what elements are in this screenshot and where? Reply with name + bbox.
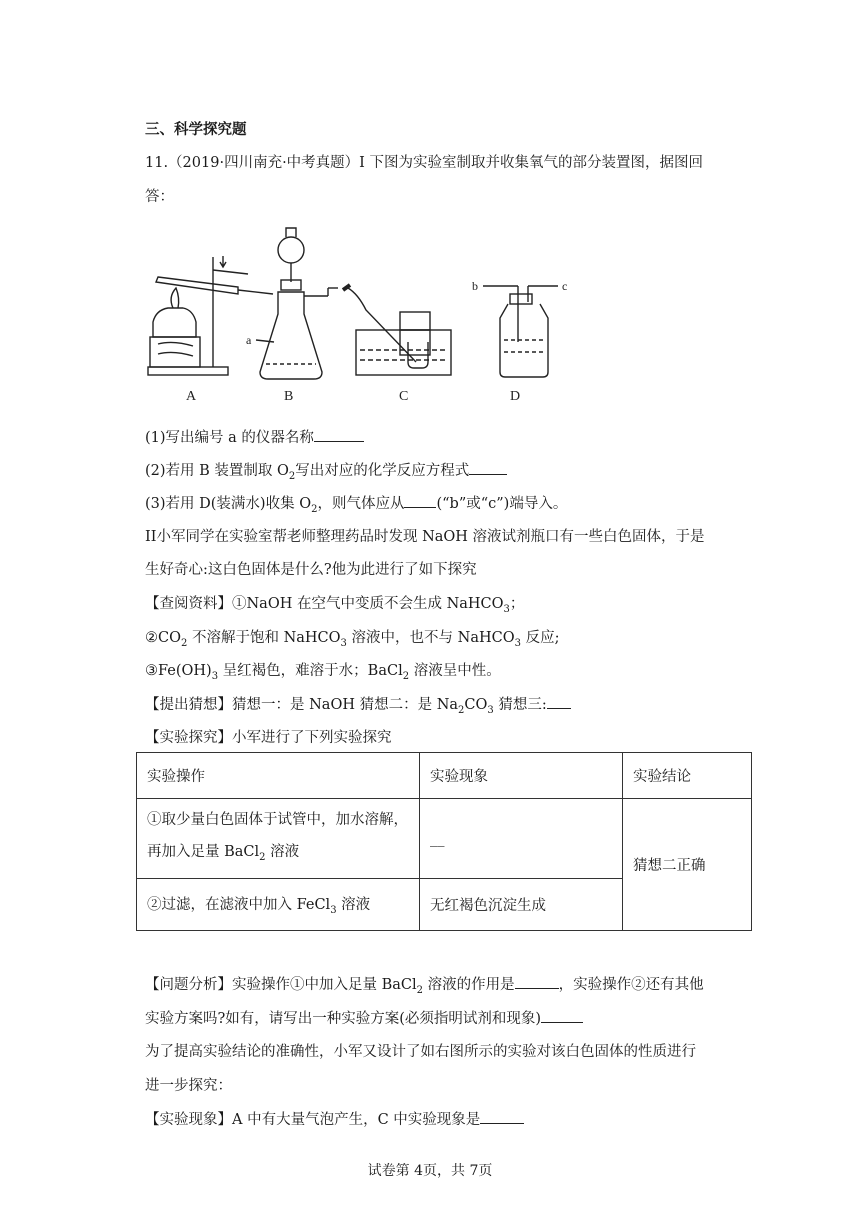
question-line-1: 11.（2019·四川南充·中考真题）I 下图为实验室制取并收集氧气的部分装置图，据图回 [145,155,704,171]
row2-operation: ②过滤，在滤液中加入 FeCl$_3$ 溶液 [137,879,420,931]
row1-phenomenon: __ [420,799,623,879]
apparatus-c [343,285,451,375]
label-b: B [284,389,294,404]
table-header-row [137,753,752,799]
row1-operation: ①取少量白色固体于试管中，加水溶解， 再加入足量 BaCl$_2$ 溶液 [137,799,420,879]
header-phenomenon: 实验现象 [420,753,623,799]
subquestion-2: (2)若用 B 装置制取 $O_2$写出对应的化学反应方程式 [145,459,507,482]
question-line-2: 答： [145,189,174,205]
table-row [137,799,752,879]
experiment-intro: 【实验探究】小军进行了下列实验探究 [145,730,392,746]
conclusion-cell: 猜想二正确 [623,799,752,931]
header-operation: 实验操作 [137,753,420,799]
label-port-b: b [472,279,478,293]
label-d: D [510,389,521,404]
part2-line-1: II小军同学在实验室帮老师整理药品时发现 NaOH 溶液试剂瓶口有一些白色固体，于是 [145,529,705,545]
further-line-1: 为了提高实验结论的准确性，小军又设计了如右图所示的实验对该白色固体的性质进行 [145,1044,696,1060]
reference-1: 【查阅资料】①NaOH 在空气中变质不会生成 NaHCO$_3$； [145,596,525,615]
page-footer: 试卷第 4页，共 7页 [367,1163,493,1179]
reference-2: $②CO_2$ 不溶解于饱和 NaHCO$_3$ 溶液中，也不与 NaHCO$_3$ 反应; [145,630,560,649]
label-a: A [186,389,197,404]
subquestion-3: (3)若用 D(装满水)收集 $O_2$，则气体应从 (“b”或“c”)端导入。 [145,492,567,515]
row2-phenomenon: 无红褐色沉淀生成 [420,879,623,931]
apparatus-b [256,228,338,379]
part2-line-2: 生好奇心:这白色固体是什么?他为此进行了如下探究 [145,562,477,578]
label-port-c: c [562,279,568,293]
hypothesis: 【提出猜想】猜想一：是 NaOH 猜想二：是 $Na_2CO_3$ 猜想三: [145,693,571,716]
section-title: 三、科学探究题 [145,121,247,138]
analysis-line-1: 【问题分析】实验操作①中加入足量 BaCl$_2$ 溶液的作用是 ，实验操作②还有其他 [145,973,704,996]
apparatus-a [148,256,273,375]
subquestion-1: (1)写出编号 a 的仪器名称 [145,426,364,447]
label-instrument-a: a [246,333,252,347]
lab-apparatus-figure [138,222,578,407]
analysis-line-2: 实验方案吗?如有，请写出一种实验方案(必须指明试剂和现象) [145,1007,583,1028]
reference-3: $③Fe(OH)_3$ 呈红褐色，难溶于水；BaCl$_2$ 溶液呈中性。 [145,663,501,682]
further-line-2: 进一步探究： [145,1078,232,1094]
label-c: C [399,389,409,404]
header-conclusion: 实验结论 [623,753,752,799]
phenomenon-line: 【实验现象】A 中有大量气泡产生，C 中实验现象是 [145,1108,524,1129]
apparatus-d [483,286,558,377]
experiment-table [136,752,752,931]
